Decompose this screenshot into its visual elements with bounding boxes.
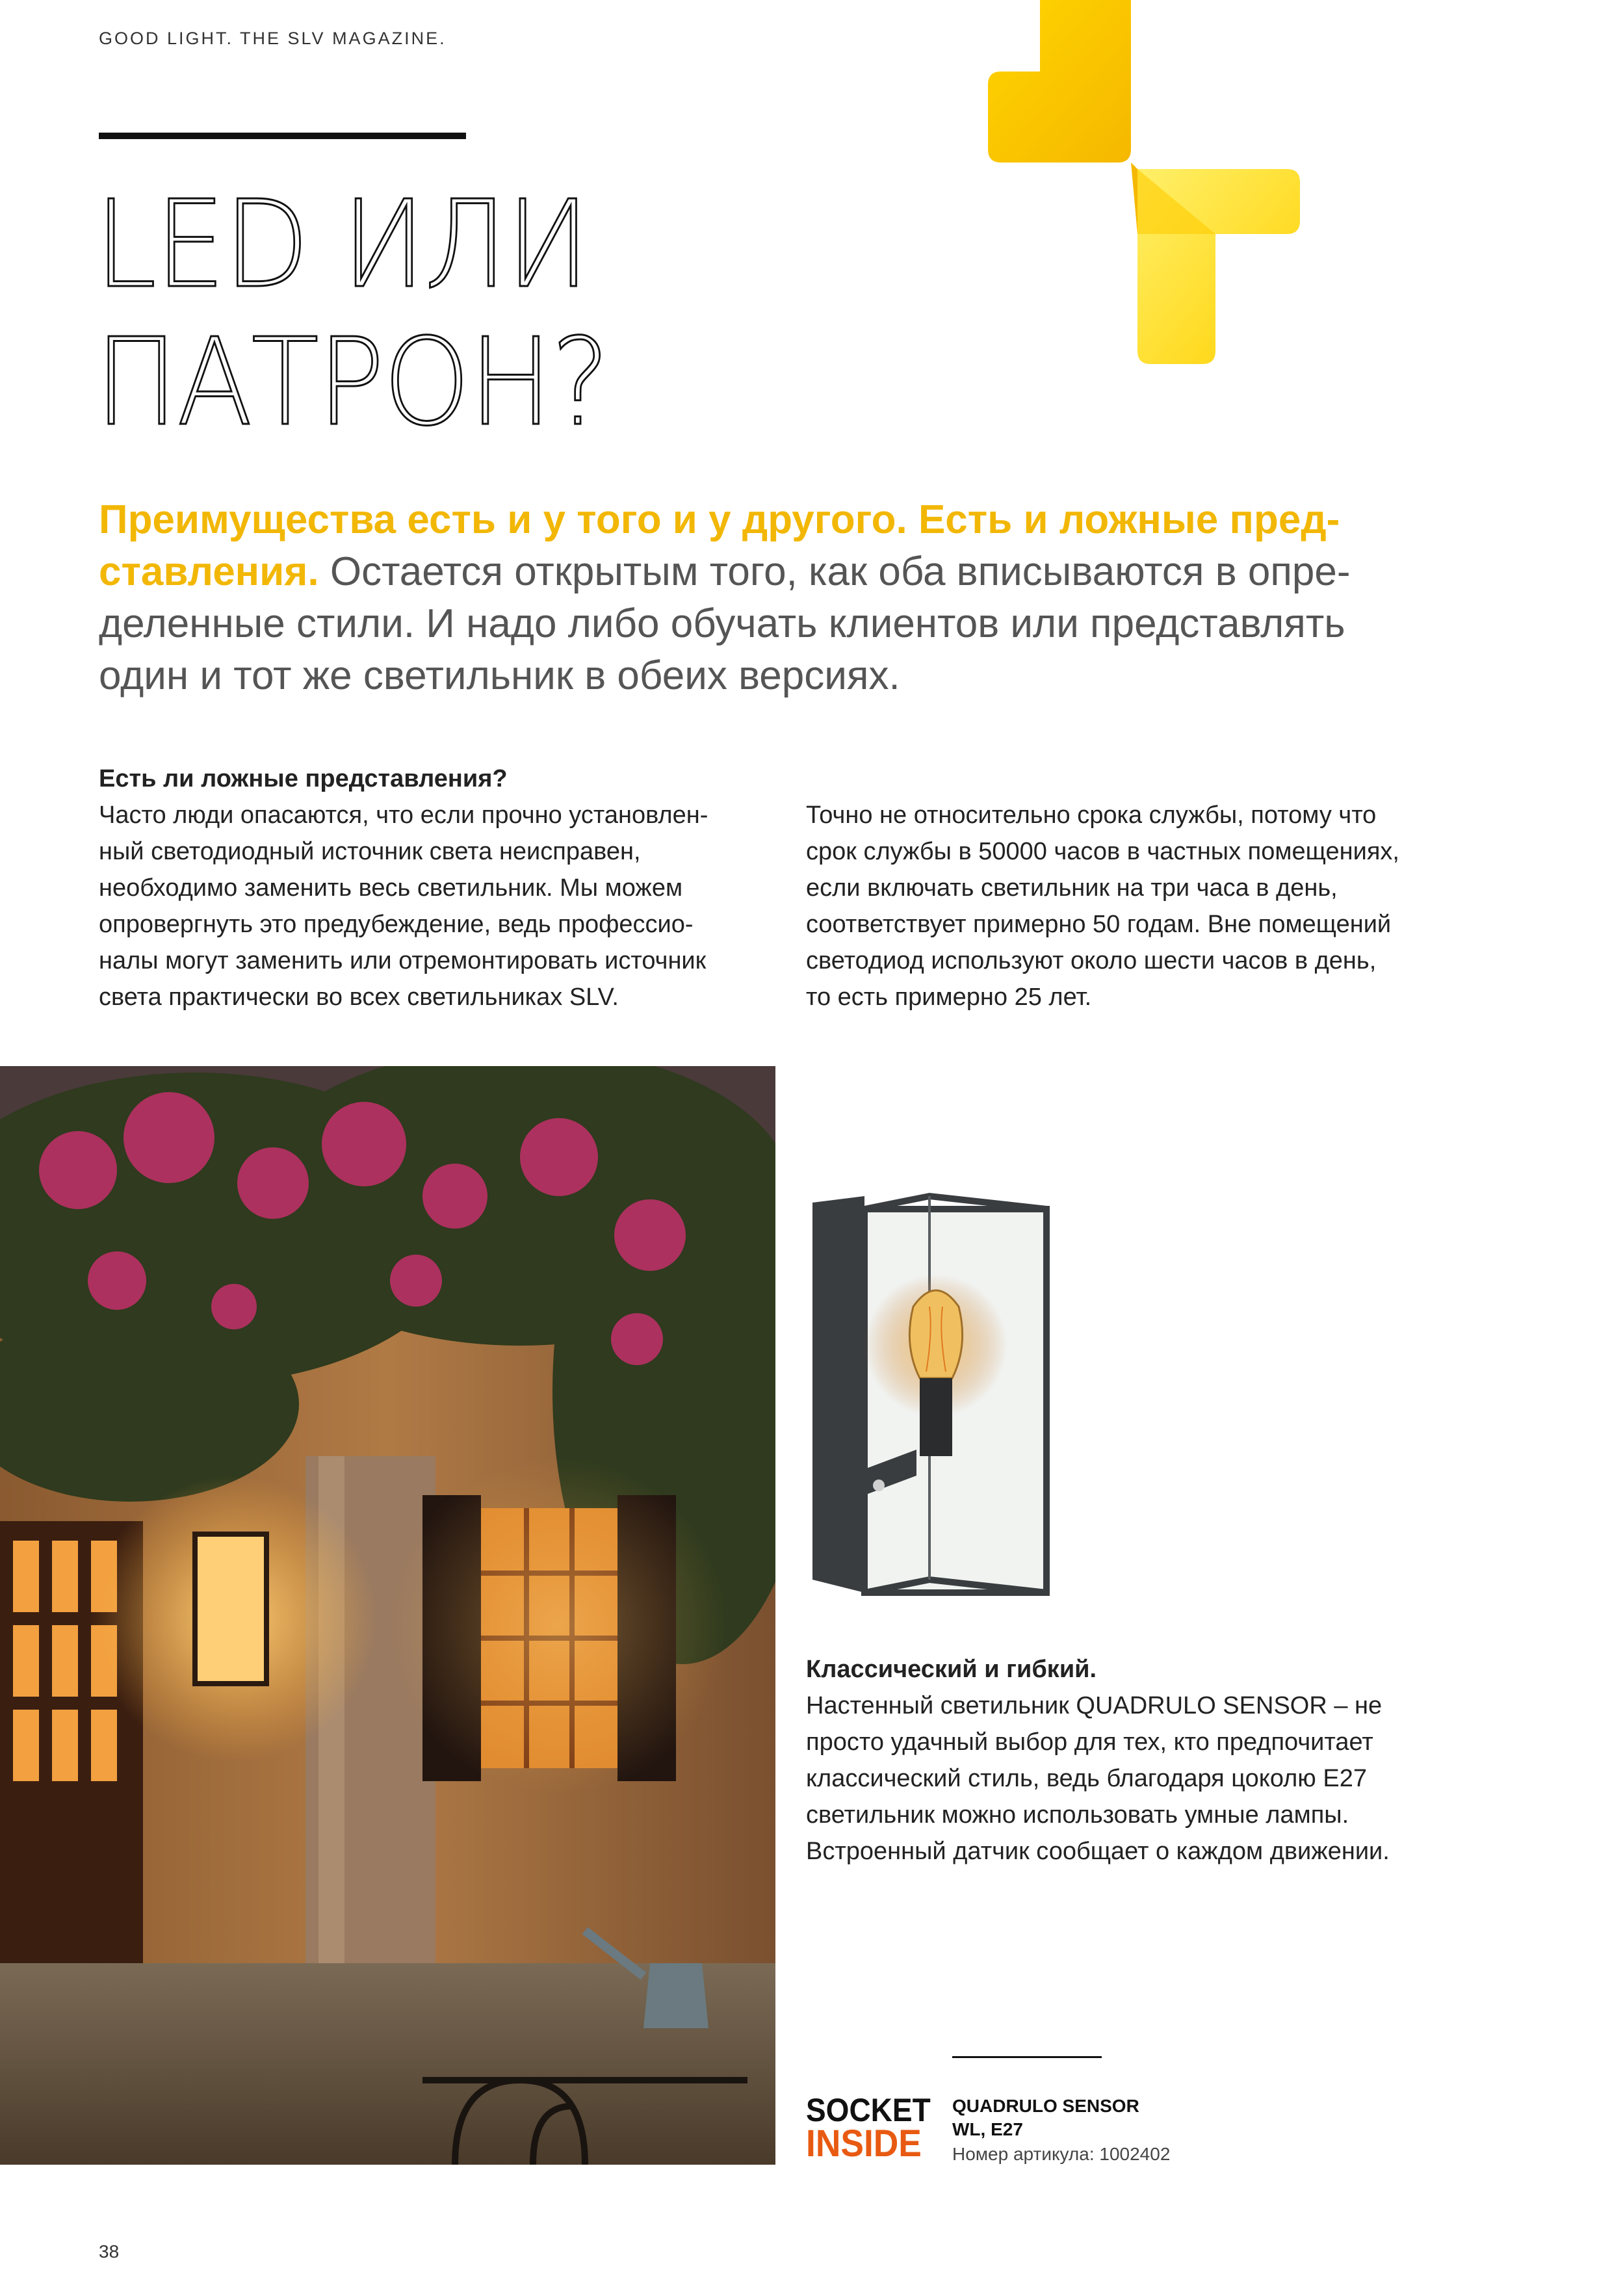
left-column-heading: Есть ли ложные представления? bbox=[99, 765, 508, 792]
caption-line: Настенный светильник QUADRULO SENSOR – не bbox=[806, 1692, 1383, 1719]
left-line: Часто люди опасаются, что если прочно установлен- bbox=[99, 802, 708, 829]
lead-text-3: деленные стили. И надо либо обучать клиентов или представлять bbox=[99, 601, 1345, 646]
socket-inside-logo bbox=[806, 2092, 931, 2165]
title-line-1: LED ИЛИ bbox=[95, 174, 589, 315]
product-caption bbox=[806, 1651, 1469, 1870]
right-line: светодиод используют около шести часов в день, bbox=[806, 947, 1377, 974]
product-article: Номер артикула: 1002402 bbox=[952, 2144, 1171, 2164]
right-column bbox=[806, 797, 1482, 1015]
product-name-line-1: QUADRULO SENSOR bbox=[952, 2096, 1139, 2116]
left-column bbox=[99, 761, 775, 1015]
lead-text-4: один и тот же светильник в обеих версиях. bbox=[99, 653, 900, 698]
title-line-2: ПАТРОН? bbox=[95, 312, 609, 452]
lead-paragraph bbox=[99, 494, 1496, 702]
magazine-label: GOOD LIGHT. THE SLV MAGAZINE. bbox=[99, 29, 447, 48]
caption-line: светильник можно использовать умные лампы. bbox=[806, 1801, 1349, 1829]
caption-line: классический стиль, ведь благодаря цоколю E27 bbox=[806, 1765, 1367, 1792]
caption-line: Встроенный датчик сообщает о каждом движении. bbox=[806, 1838, 1390, 1865]
right-line: Точно не относительно срока службы, потому что bbox=[806, 802, 1377, 829]
lead-text-2: Остается открытым того, как оба вписываются в опре- bbox=[318, 549, 1351, 594]
left-line: ный светодиодный источник света неисправен, bbox=[99, 838, 641, 865]
quadrulo-lamp-image bbox=[806, 1190, 1059, 1606]
page-title bbox=[95, 176, 608, 451]
page-number: 38 bbox=[99, 2241, 120, 2262]
caption-line: просто удачный выбор для тех, кто предпочитает bbox=[806, 1729, 1373, 1756]
right-line: срок службы в 50000 часов в частных помещениях, bbox=[806, 838, 1399, 865]
logo-bottom: INSIDE bbox=[806, 2122, 922, 2165]
lead-highlight-2: ставления. bbox=[99, 549, 319, 594]
right-line: если включать светильник на три часа в день, bbox=[806, 874, 1338, 902]
product-rule bbox=[952, 2056, 1102, 2058]
right-line: то есть примерно 25 лет. bbox=[806, 984, 1092, 1011]
left-line: налы могут заменить или отремонтировать источник bbox=[99, 947, 707, 974]
house-evening-photo bbox=[0, 1066, 775, 2165]
product-name-line-2: WL, E27 bbox=[952, 2119, 1023, 2139]
product-name bbox=[952, 2094, 1139, 2141]
lead-highlight-1: Преимущества есть и у того и у другого. Есть и ложные пред- bbox=[99, 497, 1340, 542]
left-line: необходимо заменить весь светильник. Мы можем bbox=[99, 874, 683, 902]
caption-heading: Классический и гибкий. bbox=[806, 1656, 1097, 1683]
title-rule bbox=[99, 133, 466, 139]
logo-top: SOCKET bbox=[806, 2092, 931, 2128]
left-line: опровергнуть это предубеждение, ведь профессио- bbox=[99, 911, 694, 938]
left-line: света практически во всех светильниках SLV. bbox=[99, 984, 619, 1011]
right-line: соответствует примерно 50 годам. Вне помещений bbox=[806, 911, 1392, 938]
yellow-cross-decoration bbox=[975, 0, 1326, 377]
